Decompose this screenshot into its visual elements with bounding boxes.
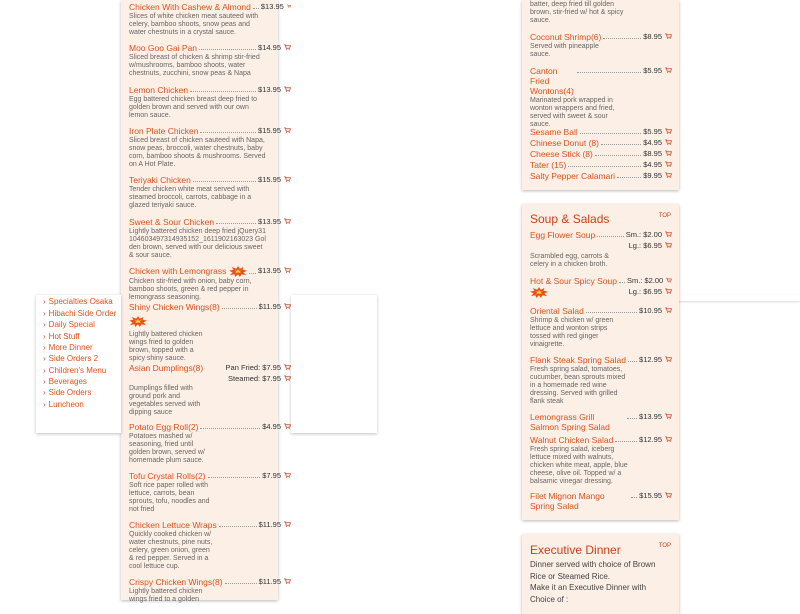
menu-item: [530, 66, 672, 129]
menu-item: [530, 276, 672, 298]
back-to-top-link[interactable]: TOP: [658, 213, 671, 219]
add-to-cart-icon[interactable]: [284, 423, 291, 429]
item-price: $13.95: [258, 217, 281, 226]
add-to-cart-icon[interactable]: [284, 375, 291, 381]
item-price: $4.95: [643, 138, 662, 147]
leader-dots: [208, 477, 261, 478]
item-price: $11.95: [258, 520, 281, 529]
item-name[interactable]: Tofu Crystal Rolls(2): [129, 471, 206, 481]
item-name[interactable]: Moo Goo Gai Pan: [129, 43, 198, 53]
leader-dots: [225, 583, 257, 584]
item-price: $8.95: [643, 149, 662, 158]
exec-choice-text: Make it an Executive Dinner with Choice of :: [530, 583, 647, 604]
item-price-large: Lg.: $6.95: [628, 241, 662, 250]
add-to-cart-icon[interactable]: [665, 128, 672, 134]
item-name[interactable]: Flank Steak Spring Salad: [530, 355, 626, 365]
menu-item: [129, 85, 291, 120]
leader-dots: [631, 497, 637, 498]
item-description: Marinated pork wrapped in wonton wrappers and fried, served with sweet & sour sauce.: [530, 97, 615, 128]
item-name[interactable]: Sweet & Sour Chicken: [129, 217, 215, 227]
item-description: Dumplings filled with ground pork and vegetables served with dipping sauce: [129, 385, 201, 416]
menu-item: [129, 471, 291, 514]
item-price-steamed: Steamed: $7.95: [228, 374, 281, 383]
menu-item: [129, 2, 291, 37]
executive-dinner-card: [522, 534, 679, 614]
menu-item: [530, 127, 672, 137]
menu-item: [129, 422, 291, 465]
item-description: Soft rice paper rolled with lettuce, carrots, bean sprouts, tofu, noodles and not fried: [129, 482, 210, 513]
sidebar-link-specialties-osaka[interactable]: › Specialties Osaka: [43, 297, 113, 306]
leader-dots: [200, 132, 256, 133]
item-name[interactable]: Iron Plate Chicken: [129, 126, 199, 136]
add-to-cart-icon[interactable]: [284, 218, 291, 224]
item-price: $15.95: [639, 491, 663, 500]
add-to-cart-icon[interactable]: [284, 472, 291, 478]
main-dishes-column: [121, 0, 284, 603]
item-description: Sliced breast of chicken sauteed with Napa, snow peas, broccoli, water chestnuts, baby corn, bamboo shoots & mushrooms. Served on A Hot Plate.: [129, 137, 266, 168]
item-description: Lightly battered chicken deep fried jQuery31104603497314935152_1611902163023 Golden brown, served with our delicious sweet & sour sauce.: [129, 228, 266, 259]
leader-dots: [190, 91, 256, 92]
leader-dots: [595, 155, 641, 156]
soup-salads-card: [522, 204, 679, 520]
spicy-burst-icon: [530, 287, 548, 298]
blank-panel: [291, 295, 377, 433]
spicy-burst-icon: [129, 316, 147, 327]
sidebar-link-beverages[interactable]: › Beverages: [43, 377, 87, 386]
item-price: $13.95: [258, 266, 281, 275]
menu-item: [530, 149, 672, 159]
item-name[interactable]: Lemongrass Grill Salmon Spring Salad: [530, 412, 610, 432]
item-price: $7.95: [262, 471, 281, 480]
item-description: Chicken stir-fried with onion, baby corn, bamboo shoots, green & red pepper in lemongrass seasoning.: [129, 278, 252, 301]
item-description: batter, deep fried till golden brown, stir-fried w/ hot & spicy sauce.: [530, 1, 624, 24]
add-to-cart-icon[interactable]: [665, 307, 672, 313]
item-price: $15.95: [258, 175, 281, 184]
sidebar-link-childrens-menu[interactable]: › Children's Menu: [43, 366, 106, 375]
add-to-cart-icon[interactable]: [665, 161, 672, 167]
leader-dots: [200, 428, 260, 429]
menu-item: [129, 43, 291, 78]
item-name[interactable]: Tater (15): [530, 160, 567, 170]
sidebar-link-side-orders[interactable]: › Side Orders: [43, 388, 91, 397]
menu-item: [530, 160, 672, 170]
spicy-burst-icon: [229, 266, 247, 277]
add-to-cart-icon[interactable]: [284, 127, 291, 133]
item-price: $13.95: [260, 2, 284, 11]
add-to-cart-icon[interactable]: [665, 150, 672, 156]
menu-item: [530, 491, 672, 511]
item-name[interactable]: Oriental Salad: [530, 306, 584, 316]
item-price: $4.95: [643, 160, 662, 169]
add-to-cart-icon[interactable]: [665, 288, 672, 294]
sidebar-link-hot-stuff[interactable]: › Hot Stuff: [43, 332, 80, 341]
item-name[interactable]: Sesame Ball: [530, 127, 578, 137]
item-price-small: Sm.: $2.00: [625, 230, 662, 239]
divider-strip: [677, 295, 800, 301]
add-to-cart-icon[interactable]: [665, 231, 672, 237]
add-to-cart-icon[interactable]: [284, 176, 291, 182]
leader-dots: [603, 38, 641, 39]
item-name[interactable]: Chicken with Lemongrass: [129, 266, 227, 276]
add-to-cart-icon[interactable]: [665, 492, 672, 498]
leader-dots: [617, 177, 641, 178]
item-name[interactable]: Coconut Shrimp(6): [530, 32, 602, 42]
item-price: $11.95: [258, 577, 281, 586]
item-description: Slices of white chicken meat sauteed with celery, bamboo shoots, snow peas and water chestnuts in a crystal sauce.: [129, 13, 259, 36]
menu-item: [530, 32, 672, 59]
item-name[interactable]: Teriyaki Chicken: [129, 175, 191, 185]
add-to-cart-icon[interactable]: [665, 33, 672, 39]
item-name[interactable]: Potato Egg Roll(2): [129, 422, 199, 432]
add-to-cart-icon[interactable]: [665, 242, 672, 248]
item-name[interactable]: Walnut Chicken Salad: [530, 435, 614, 445]
item-description: Lightly battered chicken wings fried to a golden: [129, 588, 203, 603]
item-price-large: Lg.: $6.95: [628, 287, 662, 296]
add-to-cart-icon[interactable]: [287, 3, 291, 9]
item-name[interactable]: Salty Pepper Calamari: [530, 171, 616, 181]
item-price: $12.95: [639, 435, 662, 444]
add-to-cart-icon[interactable]: [284, 86, 291, 92]
item-description: Fresh spring salad, tomatoes, cucumber, bean sprouts mixed in a homemade red wine dressing. Served with grilled flank steak: [530, 366, 626, 405]
item-name[interactable]: Asian Dumplings(8): [129, 363, 204, 373]
menu-item: [530, 306, 672, 349]
add-to-cart-icon[interactable]: [284, 521, 291, 527]
menu-item: [129, 217, 291, 260]
menu-item: [129, 266, 291, 302]
menu-item: [530, 435, 672, 486]
item-price: $11.95: [258, 302, 281, 311]
add-to-cart-icon[interactable]: [665, 172, 672, 178]
add-to-cart-icon[interactable]: [284, 44, 291, 50]
section-title: Soup & Salads: [530, 212, 610, 226]
item-price: $10.95: [639, 306, 662, 315]
sidebar-link-hibachi-side-order[interactable]: › Hibachi Side Order: [43, 309, 116, 318]
menu-item: [530, 412, 672, 432]
leader-dots: [216, 223, 256, 224]
add-to-cart-icon[interactable]: [284, 303, 291, 309]
item-price-pan-fried: Pan Fried: $7.95: [225, 363, 281, 372]
sidebar-link-side-orders-2[interactable]: › Side Orders 2: [43, 354, 98, 363]
item-name[interactable]: Lemon Chicken: [129, 85, 189, 95]
add-to-cart-icon[interactable]: [666, 277, 672, 283]
category-sidebar: [36, 295, 121, 433]
add-to-cart-icon[interactable]: [665, 67, 672, 73]
item-name[interactable]: Egg Flower Soup: [530, 230, 596, 240]
exec-description: Dinner served with choice of Brown Rice or Steamed Rice.: [530, 560, 656, 581]
item-description: Scrambled egg, carrots & celery in a chicken broth.: [530, 253, 609, 268]
item-description: Served with pineapple sauce.: [530, 43, 599, 58]
sidebar-link-luncheon[interactable]: › Luncheon: [43, 400, 84, 409]
leader-dots: [619, 282, 625, 283]
item-price: $5.95: [643, 127, 662, 136]
leader-dots: [580, 133, 642, 134]
leader-dots: [193, 181, 256, 182]
item-name[interactable]: Shiny Chicken Wings(8): [129, 302, 220, 312]
item-description: Egg battered chicken breast deep fried to golden brown and served with our own lemon sauce.: [129, 96, 258, 119]
item-price: $15.95: [258, 126, 281, 135]
sidebar-link-daily-special[interactable]: › Daily Special: [43, 320, 95, 329]
item-price: $9.95: [643, 171, 662, 180]
menu-item: [530, 355, 672, 406]
menu-item: [129, 126, 291, 169]
item-price: $13.95: [639, 412, 662, 421]
item-name[interactable]: Cheese Stick (8): [530, 149, 593, 159]
item-price: $12.95: [639, 355, 662, 364]
item-price: $4.95: [262, 422, 281, 431]
add-to-cart-icon[interactable]: [665, 356, 672, 362]
item-description: Potatoes mashed w/ seasoning, fried until golden brown, served w/ homemade plum sauce.: [129, 433, 205, 464]
item-price-small: Sm.: $2.00: [626, 276, 664, 285]
item-name[interactable]: Chicken With Cashew & Almond: [129, 2, 251, 12]
item-price: $5.95: [643, 66, 662, 75]
add-to-cart-icon[interactable]: [665, 139, 672, 145]
item-price: $14.95: [258, 43, 281, 52]
menu-item: [129, 520, 291, 571]
item-name[interactable]: Crispy Chicken Wings(8): [129, 577, 223, 587]
section-title: Executive Dinner: [530, 543, 621, 557]
leader-dots: [627, 418, 637, 419]
item-name[interactable]: Canton Fried Wontons(4): [530, 66, 574, 96]
add-to-cart-icon[interactable]: [665, 413, 672, 419]
item-description: Quickly cooked chicken w/ water chestnuts, pine nuts, celery, green onion, green & red pepper. Served in a cool lettuce cup.: [129, 531, 213, 570]
item-description: Fresh spring salad, iceberg lettuce mixed with walnuts, chicken white meat, apple, blue cheese, olive oil. Topped w/ a balsamic vinegar dressing.: [530, 446, 628, 485]
item-price: $8.95: [643, 32, 662, 41]
back-to-top-link[interactable]: TOP: [658, 543, 671, 549]
item-description: Tender chicken white meat served with steamed broccoli, carrots, cabbage in a glazed teriyaki sauce.: [129, 186, 252, 209]
leader-dots: [253, 8, 259, 9]
menu-item: [530, 171, 672, 181]
leader-dots: [597, 236, 624, 237]
leader-dots: [586, 312, 637, 313]
leader-dots: [628, 361, 637, 362]
menu-item: [129, 175, 291, 210]
side-orders-card: [522, 0, 679, 190]
leader-dots: [577, 72, 641, 73]
item-description: Lightly battered chicken wings fried to golden brown, topped with a spicy shiny sauce.: [129, 331, 203, 362]
leader-dots: [199, 49, 256, 50]
sidebar-link-more-dinner[interactable]: › More Dinner: [43, 343, 93, 352]
item-description: Shrimp & chicken w/ green lettuce and wonton strips tossed with red ginger vinaigrette.: [530, 317, 614, 348]
add-to-cart-icon[interactable]: [665, 436, 672, 442]
add-to-cart-icon[interactable]: [284, 364, 291, 370]
item-name[interactable]: Hot & Sour Spicy Soup: [530, 276, 617, 286]
item-price: $13.95: [258, 85, 281, 94]
leader-dots: [219, 526, 257, 527]
menu-item: [129, 302, 291, 363]
leader-dots: [615, 441, 637, 442]
item-name[interactable]: Chicken Lettuce Wraps: [129, 520, 217, 530]
menu-item: [129, 363, 291, 417]
leader-dots: [601, 144, 641, 145]
item-name[interactable]: Chinese Donut (8): [530, 138, 599, 148]
add-to-cart-icon[interactable]: [284, 267, 291, 273]
item-name[interactable]: Filet Mignon Mango Spring Salad: [530, 491, 605, 511]
leader-dots: [249, 273, 256, 274]
menu-item: [530, 230, 672, 269]
leader-dots: [568, 166, 641, 167]
add-to-cart-icon[interactable]: [284, 578, 291, 584]
leader-dots: [222, 308, 257, 309]
menu-item: [530, 138, 672, 148]
item-description: Sliced breast of chicken & shrimp stir-fried w/mushrooms, bamboo shoots, water chestnuts, zucchini, snow peas & Napa: [129, 54, 260, 77]
